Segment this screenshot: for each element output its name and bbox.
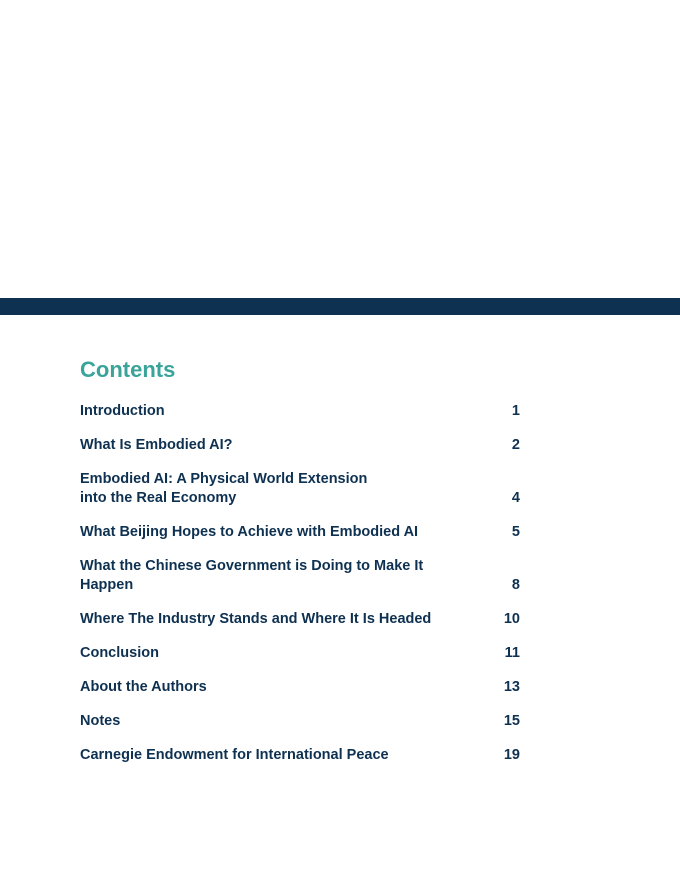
toc-entry-title: What the Chinese Government is Doing to Make It Happen [80, 558, 424, 593]
table-of-contents [80, 402, 520, 780]
toc-entry-page: 13 [503, 679, 520, 695]
toc-entry-title: Introduction [80, 403, 165, 419]
toc-entry-conclusion[interactable] [80, 644, 520, 663]
toc-entry-title: About the Authors [80, 679, 207, 695]
toc-entry-about-authors[interactable] [80, 678, 520, 697]
toc-entry-title: Conclusion [80, 645, 159, 661]
toc-entry-title: What Beijing Hopes to Achieve with Embodied AI [80, 524, 419, 540]
header-band [0, 298, 680, 315]
toc-entry-what-is-embodied-ai[interactable] [80, 436, 520, 455]
toc-entry-page: 8 [511, 577, 520, 593]
contents-heading: Contents [80, 357, 176, 382]
toc-entry-introduction[interactable] [80, 402, 520, 421]
toc-entry-industry-stands[interactable] [80, 610, 520, 629]
toc-entry-title: What Is Embodied AI? [80, 437, 233, 453]
toc-entry-page: 1 [511, 403, 520, 419]
toc-entry-beijing-hopes[interactable] [80, 523, 520, 542]
toc-entry-page: 2 [511, 437, 520, 453]
toc-entry-title: Notes [80, 713, 121, 729]
toc-entry-title: Where The Industry Stands and Where It Is Headed [80, 611, 432, 627]
toc-entry-title: Carnegie Endowment for International Peace [80, 747, 389, 763]
toc-entry-title: Embodied AI: A Physical World Extension into the Real Economy [80, 471, 368, 506]
toc-entry-carnegie[interactable] [80, 746, 520, 765]
toc-entry-page: 15 [503, 713, 520, 729]
toc-entry-notes[interactable] [80, 712, 520, 731]
toc-entry-page: 19 [503, 747, 520, 763]
toc-entry-page: 11 [504, 645, 520, 661]
toc-entry-chinese-government[interactable] [80, 557, 520, 595]
toc-entry-page: 10 [503, 611, 520, 627]
toc-entry-physical-world-extension[interactable] [80, 470, 520, 508]
toc-entry-page: 4 [511, 490, 520, 506]
toc-entry-page: 5 [511, 524, 520, 540]
